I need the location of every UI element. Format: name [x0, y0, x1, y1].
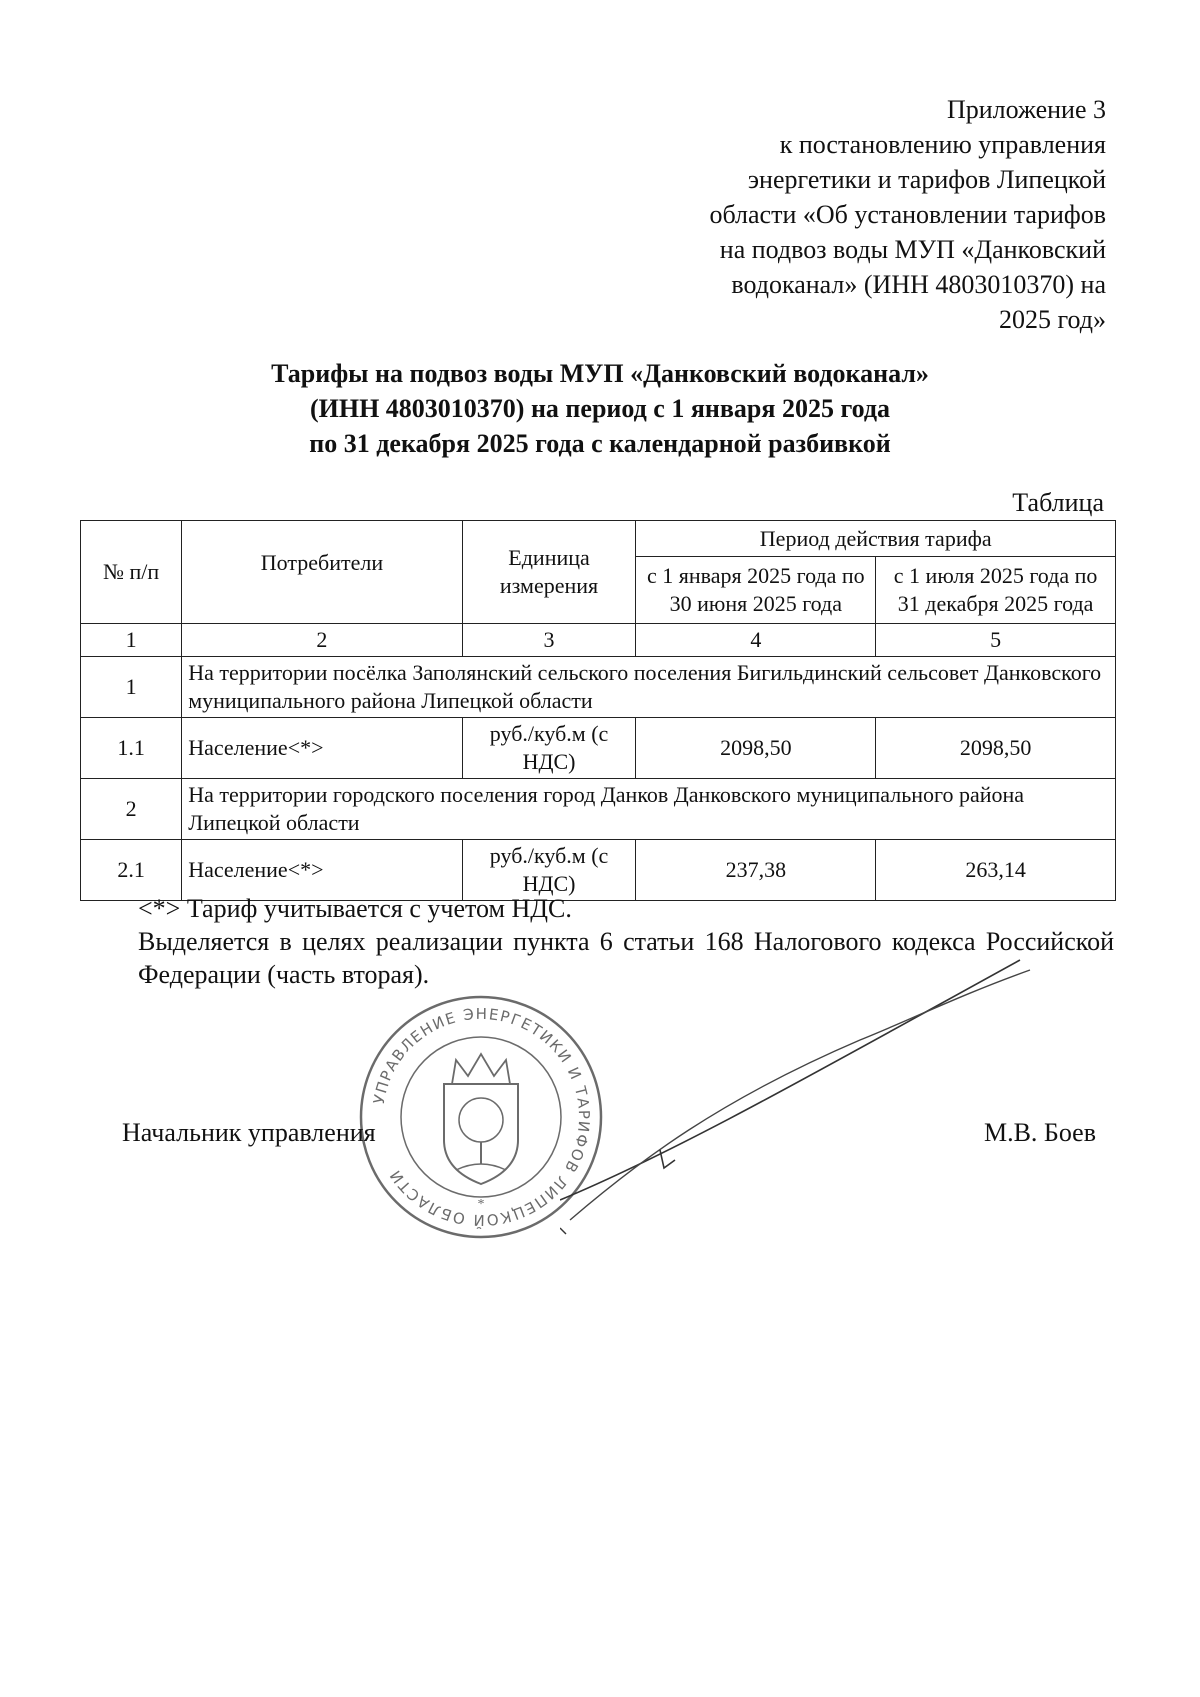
tariff-table: [80, 520, 1116, 901]
header-period-2: с 1 июля 2025 года по 31 декабря 2025 года: [876, 557, 1116, 624]
row-consumer: Население<*>: [182, 718, 462, 779]
annex-line: водоканал» (ИНН 4803010370) на: [731, 270, 1106, 299]
row-value-period-2: 2098,50: [876, 718, 1116, 779]
svg-text:*: *: [477, 1197, 485, 1212]
row-num: 1.1: [81, 718, 182, 779]
table-row: [81, 718, 1116, 779]
title-line: по 31 декабря 2025 года с календарной разбивкой: [309, 429, 891, 458]
annex-line: Приложение 3: [946, 95, 1106, 124]
section-title: На территории посёлка Заполянский сельского поселения Бигильдинский сельсовет Данковского муниципального района Липецкой области: [182, 657, 1116, 718]
table-caption: Таблица: [1012, 488, 1104, 517]
seal-text: УПРАВЛЕНИЕ ЭНЕРГЕТИКИ И ТАРИФОВ ЛИПЕЦКОЙ ОБЛАСТИ: [369, 1004, 594, 1230]
footnote-vat: <*> Тариф учитывается с учетом НДС.: [138, 894, 572, 923]
header-num: № п/п: [81, 521, 182, 624]
header-period: Период действия тарифа: [636, 521, 1116, 557]
section-num: 2: [81, 779, 182, 840]
row-unit: руб./куб.м (с НДС): [462, 840, 636, 901]
header-unit: Единица измерения: [462, 521, 636, 624]
document-title: [130, 356, 1070, 461]
column-number: 4: [636, 624, 876, 657]
header-period-1: с 1 января 2025 года по 30 июня 2025 года: [636, 557, 876, 624]
annex-block: [646, 92, 1106, 337]
column-numbers-row: [81, 624, 1116, 657]
column-number: 2: [182, 624, 462, 657]
header-consumers: Потребители: [182, 521, 462, 624]
table-header-row: [81, 521, 1116, 557]
title-line: Тарифы на подвоз воды МУП «Данковский водоканал»: [271, 359, 929, 388]
column-number: 3: [462, 624, 636, 657]
section-row: [81, 657, 1116, 718]
footnote-legal: Выделяется в целях реализации пункта 6 статьи 168 Налогового кодекса Российской Федерации (часть вторая).: [138, 927, 1114, 989]
signatory-position: Начальник управления: [122, 1118, 376, 1147]
section-title: На территории городского поселения город Данков Данковского муниципального района Липецкой области: [182, 779, 1116, 840]
section-row: [81, 779, 1116, 840]
annex-line: области «Об установлении тарифов: [709, 200, 1106, 229]
row-unit: руб./куб.м (с НДС): [462, 718, 636, 779]
row-value-period-1: 237,38: [636, 840, 876, 901]
signatory-name: М.В. Боев: [983, 1118, 1096, 1147]
row-value-period-1: 2098,50: [636, 718, 876, 779]
section-num: 1: [81, 657, 182, 718]
row-consumer: Население<*>: [182, 840, 462, 901]
row-num: 2.1: [81, 840, 182, 901]
annex-line: энергетики и тарифов Липецкой: [747, 165, 1106, 194]
column-number: 1: [81, 624, 182, 657]
handwritten-signature-icon: [560, 950, 1040, 1240]
column-number: 5: [876, 624, 1116, 657]
annex-line: к постановлению управления: [779, 130, 1106, 159]
annex-line: на подвоз воды МУП «Данковский: [719, 235, 1106, 264]
row-value-period-2: 263,14: [876, 840, 1116, 901]
annex-line: 2025 год»: [999, 305, 1106, 334]
title-line: (ИНН 4803010370) на период с 1 января 2025 года: [309, 394, 891, 423]
